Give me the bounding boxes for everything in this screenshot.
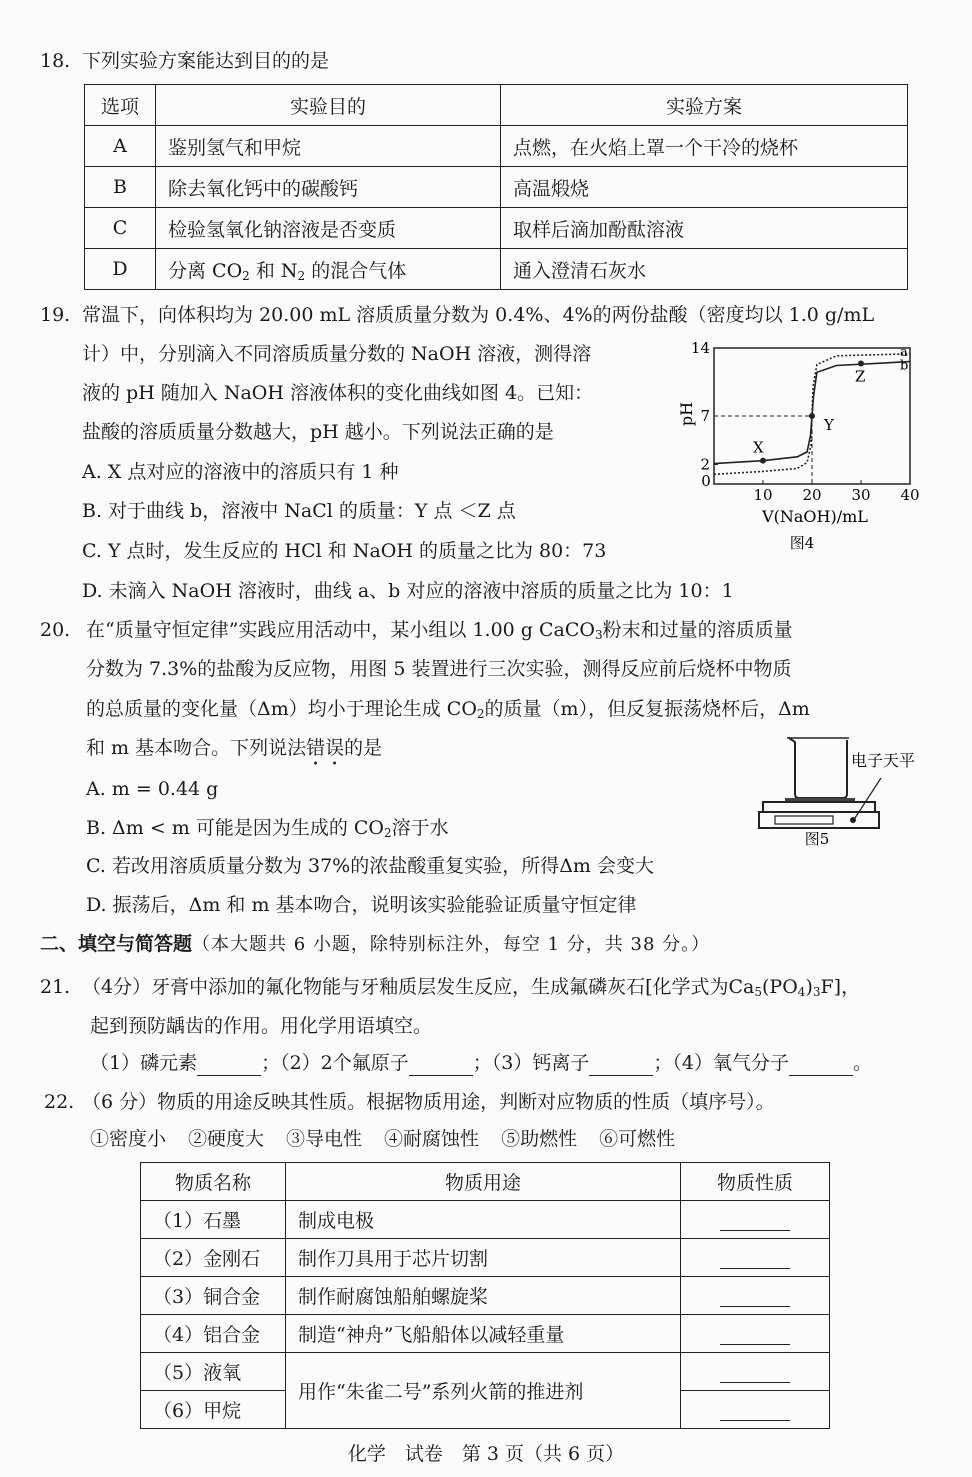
point-X bbox=[760, 458, 766, 464]
series-label-b: b bbox=[900, 358, 909, 374]
q22-use-4: 制造“神舟”飞船船体以减轻重量 bbox=[286, 1315, 681, 1353]
emphasized-word: 错误 bbox=[306, 737, 345, 759]
x-tick-label: 20 bbox=[802, 486, 822, 504]
q19-line4: 盐酸的溶质质量分数越大，pH 越小。下列说法正确的是 bbox=[82, 421, 554, 443]
property-item: ③导电性 bbox=[286, 1128, 363, 1150]
point-Z bbox=[858, 361, 864, 367]
point-label-Y: Y bbox=[824, 416, 834, 434]
section-note: （本大题共 6 小题，除特别标注外，每空 1 分，共 38 分。） bbox=[192, 934, 711, 955]
q22-stem: （6 分）物质的用途反映其性质。根据物质用途，判断对应物质的性质（填序号）。 bbox=[82, 1091, 775, 1113]
q18-row-a-option: A bbox=[85, 126, 156, 167]
answer-blank[interactable] bbox=[720, 1360, 790, 1383]
q22-header-use: 物质用途 bbox=[286, 1163, 681, 1201]
q22-name-4: （4）铝合金 bbox=[141, 1315, 286, 1353]
q22-table bbox=[140, 1162, 830, 1429]
q20-line1: 在“质量守恒定律”实践应用活动中，某小组以 1.00 g CaCO$_3$粉末和过量的溶质质量 bbox=[86, 619, 793, 642]
q21-blanks: （1）磷元素 ；（2）2个氟原子 ；（3）钙离子 ；（4）氧气分子 。 bbox=[90, 1052, 872, 1074]
q19-line3: 液的 pH 随加入 NaOH 溶液体积的变化曲线如图 4。已知： bbox=[82, 382, 594, 404]
property-item: ④耐腐蚀性 bbox=[384, 1128, 480, 1150]
table-row bbox=[85, 208, 908, 249]
series-label-a: a bbox=[900, 344, 908, 360]
q21-line2: 起到预防龋齿的作用。用化学用语填空。 bbox=[90, 1015, 433, 1037]
table-row bbox=[85, 126, 908, 167]
q22-name-6: （6）甲烷 bbox=[141, 1391, 286, 1429]
point-Y bbox=[809, 413, 815, 419]
q18-row-a-goal: 鉴别氢气和甲烷 bbox=[156, 126, 501, 167]
section2-heading bbox=[40, 931, 710, 958]
table-row bbox=[141, 1201, 830, 1239]
q22-name-1: （1）石墨 bbox=[141, 1201, 286, 1239]
q18-header-goal: 实验目的 bbox=[156, 85, 501, 126]
section-title: 二、填空与简答题 bbox=[40, 933, 193, 955]
q22-header-property: 物质性质 bbox=[681, 1163, 830, 1201]
y-tick-label: 14 bbox=[690, 339, 710, 357]
q18-row-c-plan: 取样后滴加酚酞溶液 bbox=[501, 208, 908, 249]
q20-number: 20. bbox=[40, 619, 71, 641]
table-row bbox=[85, 249, 908, 290]
q20-option-b: B. Δm < m 可能是因为生成的 $CO_2$溶于水 bbox=[86, 817, 449, 840]
x-tick-label: 0 bbox=[701, 472, 711, 490]
q19-number: 19. bbox=[40, 304, 71, 326]
table-row bbox=[141, 1239, 830, 1277]
q20-option-a: A. m = 0.44 g bbox=[86, 778, 219, 800]
chart-xlabel: V(NaOH)/mL bbox=[762, 507, 868, 526]
q19-option-d: D. 未滴入 NaOH 溶液时，曲线 a、b 对应的溶液中溶质的质量之比为 10：1 bbox=[82, 580, 734, 602]
answer-blank[interactable] bbox=[589, 1055, 653, 1076]
x-tick-label: 30 bbox=[851, 486, 871, 504]
property-item: ②硬度大 bbox=[188, 1128, 265, 1150]
q22-header-name: 物质名称 bbox=[141, 1163, 286, 1201]
ph-titration-chart bbox=[672, 336, 932, 558]
q18-row-a-plan: 点燃，在火焰上罩一个干冷的烧杯 bbox=[501, 126, 908, 167]
q18-row-b-goal: 除去氧化钙中的碳酸钙 bbox=[156, 167, 501, 208]
q22-use-1: 制成电极 bbox=[286, 1201, 681, 1239]
chart-caption: 图4 bbox=[789, 534, 815, 552]
table-row bbox=[85, 167, 908, 208]
q22-use-3: 制作耐腐蚀船舶螺旋桨 bbox=[286, 1277, 681, 1315]
q18-row-b-option: B bbox=[85, 167, 156, 208]
q18-header-plan: 实验方案 bbox=[501, 85, 908, 126]
q22-property-list bbox=[90, 1126, 675, 1152]
q18-header-option: 选项 bbox=[85, 85, 156, 126]
chart-ylabel: pH bbox=[677, 401, 696, 427]
x-tick-label: 10 bbox=[753, 486, 773, 504]
q18-row-c-option: C bbox=[85, 208, 156, 249]
q18-row-d-plan: 通入澄清石灰水 bbox=[501, 249, 908, 290]
q22-number: 22. bbox=[44, 1091, 75, 1113]
q18-stem: 下列实验方案能达到目的的是 bbox=[82, 50, 330, 72]
series-line-b bbox=[714, 362, 910, 464]
q18-row-d-option: D bbox=[85, 249, 156, 290]
q19-line2: 计）中，分别滴入不同溶质质量分数的 NaOH 溶液，测得溶 bbox=[82, 343, 592, 365]
y-tick-label: 2 bbox=[700, 455, 710, 474]
q22-use-2: 制作刀具用于芯片切割 bbox=[286, 1239, 681, 1277]
answer-blank[interactable] bbox=[720, 1322, 790, 1345]
point-label-Z: Z bbox=[855, 367, 866, 386]
table-row bbox=[141, 1315, 830, 1353]
electronic-balance-figure bbox=[755, 734, 935, 850]
q19-option-a: A. X 点对应的溶液中的溶质只有 1 种 bbox=[82, 461, 399, 483]
fig5-caption: 图5 bbox=[804, 830, 830, 848]
property-item: ①密度小 bbox=[90, 1128, 167, 1150]
q22-name-5: （5）液氧 bbox=[141, 1353, 286, 1391]
q21-number: 21. bbox=[40, 976, 71, 998]
q18-row-b-plan: 高温煅烧 bbox=[501, 167, 908, 208]
answer-blank[interactable] bbox=[409, 1055, 473, 1076]
q19-option-b: B. 对于曲线 b，溶液中 NaCl 的质量：Y 点 ＜Z 点 bbox=[82, 500, 516, 522]
q18-number: 18. bbox=[40, 50, 71, 72]
q19-option-c: C. Y 点时，发生反应的 HCl 和 NaOH 的质量之比为 80：73 bbox=[82, 540, 607, 562]
answer-blank[interactable] bbox=[789, 1055, 853, 1076]
table-row bbox=[141, 1277, 830, 1315]
q22-name-2: （2）金刚石 bbox=[141, 1239, 286, 1277]
q18-row-c-goal: 检验氢氧化钠溶液是否变质 bbox=[156, 208, 501, 249]
q20-line4: 和 m 基本吻合。下列说法错误的是 bbox=[86, 737, 383, 759]
q22-use-5-6: 用作“朱雀二号”系列火箭的推进剂 bbox=[286, 1353, 681, 1429]
q20-line3: 的总质量的变化量（Δm）均小于理论生成 $CO_2$的质量（m），但反复振荡烧杯后，Δm bbox=[86, 698, 810, 721]
page-footer: 化学 试卷 第 3 页（共 6 页） bbox=[347, 1443, 625, 1465]
q20-line2: 分数为 7.3%的盐酸为反应物，用图 5 装置进行三次实验，测得反应前后烧杯中物质 bbox=[86, 658, 792, 680]
x-tick-label: 40 bbox=[900, 486, 920, 504]
q20-option-d: D. 振荡后，Δm 和 m 基本吻合，说明该实验能验证质量守恒定律 bbox=[86, 894, 637, 916]
answer-blank[interactable] bbox=[720, 1284, 790, 1307]
answer-blank[interactable] bbox=[720, 1398, 790, 1421]
q22-name-3: （3）铜合金 bbox=[141, 1277, 286, 1315]
property-item: ⑥可燃性 bbox=[599, 1128, 676, 1150]
q20-option-c: C. 若改用溶质质量分数为 37%的浓盐酸重复实验，所得Δm 会变大 bbox=[86, 855, 654, 877]
property-item: ⑤助燃性 bbox=[501, 1128, 578, 1150]
q18-table bbox=[84, 84, 908, 290]
answer-blank[interactable] bbox=[197, 1055, 261, 1076]
q19-line1: 常温下，向体积均为 20.00 mL 溶质质量分数为 0.4%、4%的两份盐酸（密度均以 1.0 g/mL bbox=[82, 304, 875, 326]
point-label-X: X bbox=[753, 438, 764, 457]
balance-label: 电子天平 bbox=[851, 751, 916, 770]
table-row bbox=[141, 1353, 830, 1391]
y-tick-label: 7 bbox=[700, 407, 710, 425]
answer-blank[interactable] bbox=[720, 1208, 790, 1231]
q18-row-d-goal: 分离 $CO_2$ 和 $N_2$ 的混合气体 bbox=[156, 249, 501, 290]
answer-blank[interactable] bbox=[720, 1246, 790, 1269]
q21-line1: （4分）牙膏中添加的氟化物能与牙釉质层发生反应，生成氟磷灰石[化学式为$Ca_5(PO_4)_3F$]， bbox=[82, 976, 861, 999]
